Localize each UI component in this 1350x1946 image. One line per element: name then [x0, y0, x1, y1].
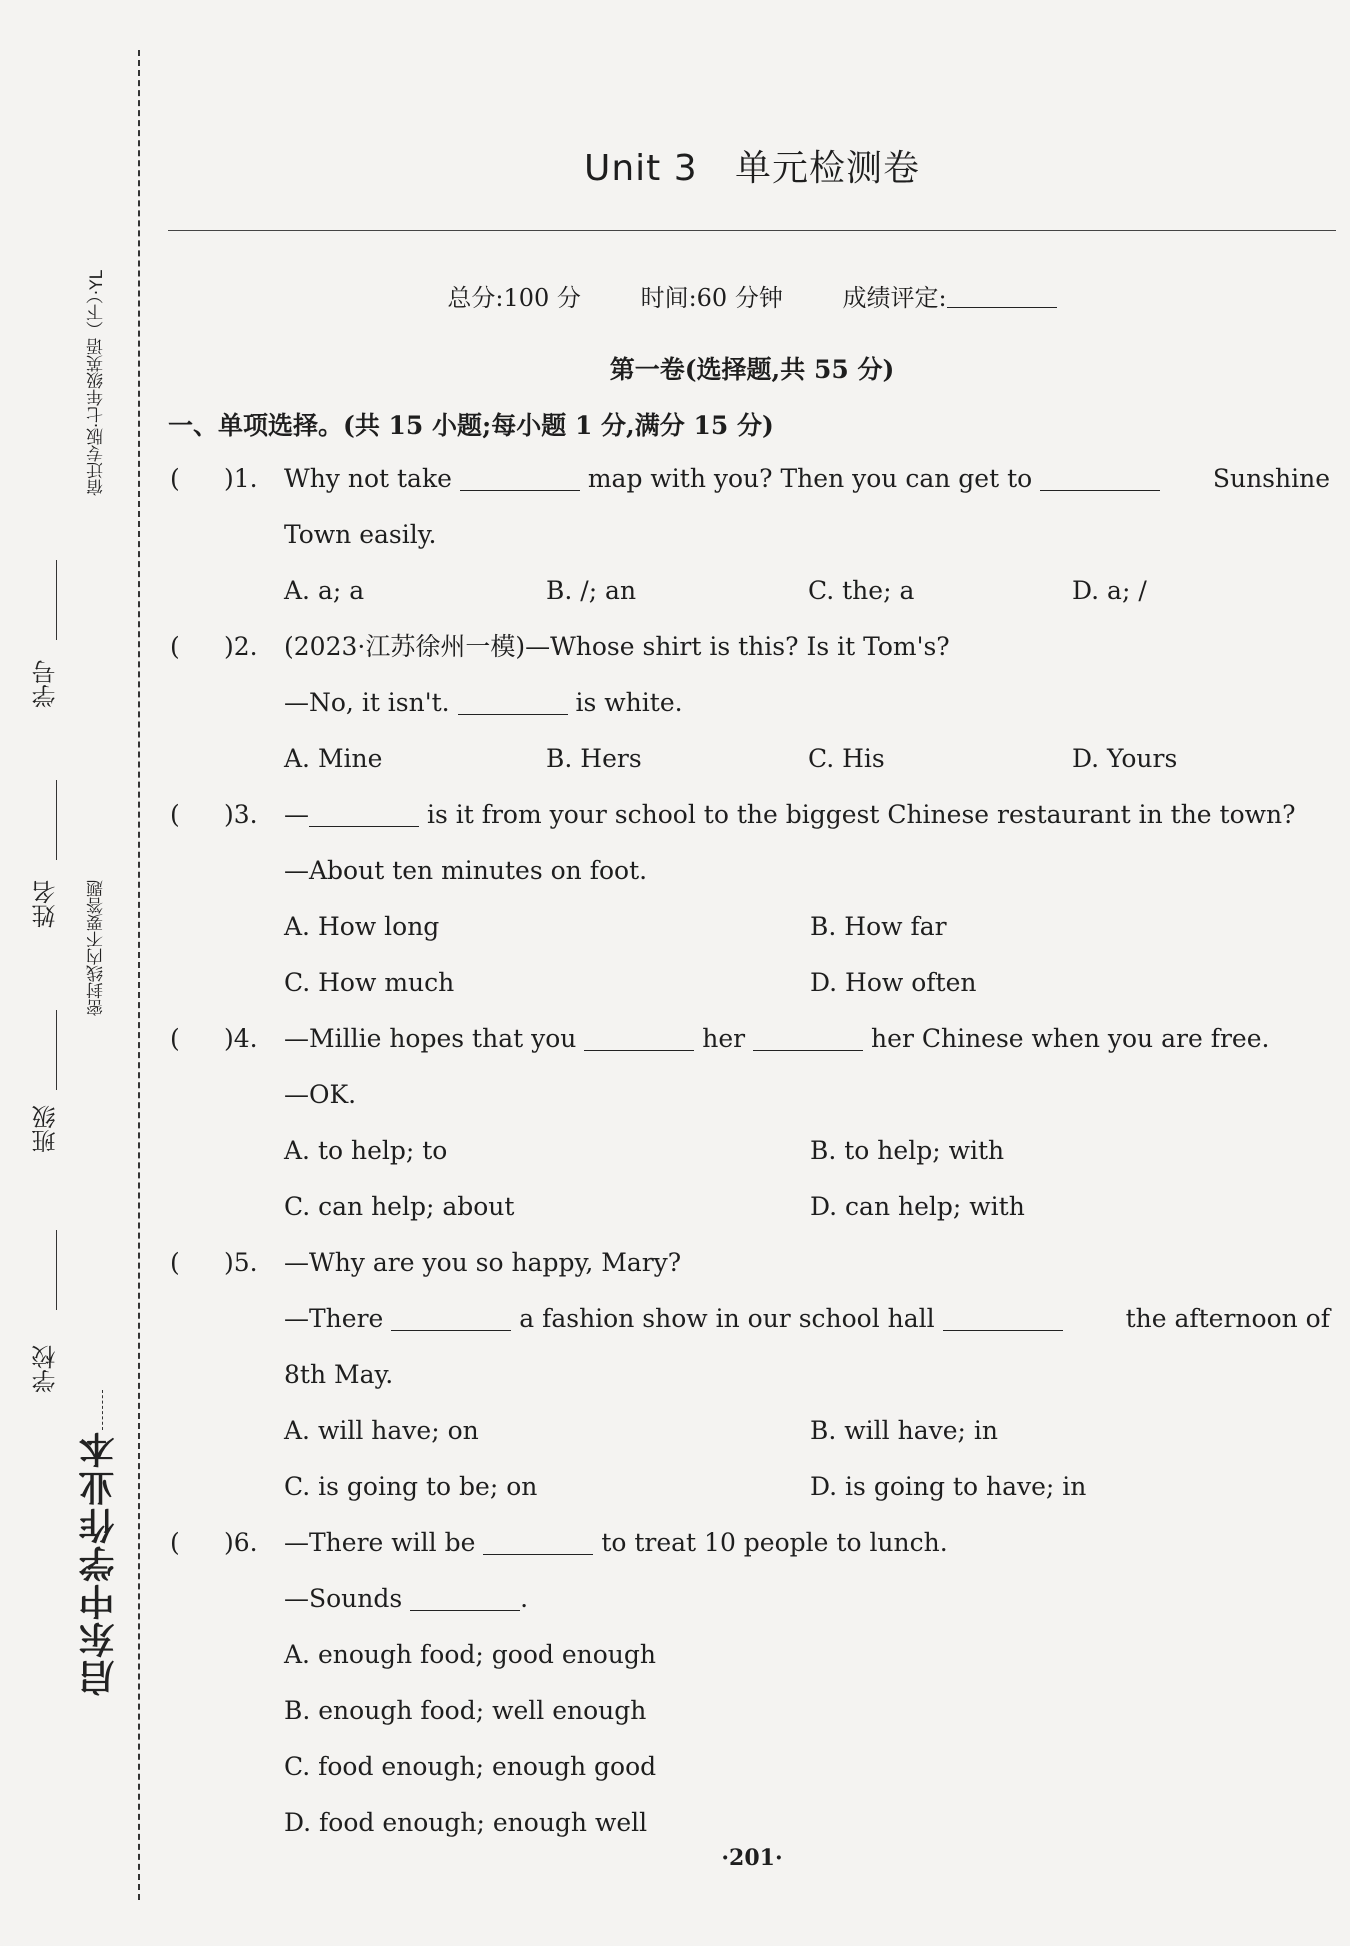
cut-line	[138, 50, 140, 1900]
question-1-line2: Town easily.	[284, 520, 437, 549]
option-5c[interactable]: C. is going to be; on	[284, 1472, 538, 1501]
option-2c[interactable]: C. His	[808, 744, 885, 773]
margin-brand: 启东中学作业本	[79, 1430, 120, 1696]
question-4-line2: —OK.	[284, 1080, 357, 1109]
blank-2[interactable]	[458, 692, 568, 715]
option-2b[interactable]: B. Hers	[546, 744, 642, 773]
question-2-stem: (2023·江苏徐州一模)—Whose shirt is this? Is it Tom's?	[284, 632, 950, 661]
student-number-field	[28, 660, 63, 708]
option-3a[interactable]: A. How long	[284, 912, 440, 941]
name-field	[28, 880, 63, 928]
student-number-blank[interactable]	[56, 560, 57, 640]
option-1d[interactable]: D. a; /	[1072, 576, 1147, 605]
option-3b[interactable]: B. How far	[810, 912, 947, 941]
grade-blank[interactable]	[947, 287, 1057, 308]
exam-meta	[168, 278, 1336, 313]
student-number-label: 学号	[32, 660, 60, 708]
question-3-line2: —About ten minutes on foot.	[284, 856, 648, 885]
exam-page: Unit 3 单元检测卷 总分:100 分 时间:60 分钟 成绩评定: 第一卷(选择题,共 55 分) 一、单项选择。(共 15 小题;每小题 1 分,满分 15 分) ( )1. Why not take map with you? Then you can get to Sunshine Town easily. A. a; a B. /; an C. the; a D. a; / ( )2. (2023·江苏徐州一模)—Whose shirt is this? Is it Tom's? —No, it isn't. is white. A. Mine B. Hers C. His D. Yours ( )3. — is it from your school to the biggest Chinese restaurant in the town? —About ten minutes on foot. A. How long B. How far C. How much D. How often ( )4. —Millie hopes that you her her Chinese when you are free. —OK. A. to help; to B. to help; with C. can help; about D. can help; with ( )5. —Why are you so happy, Mary? —There a fashion show in our school hall the afternoon of 8th May. A. will have; on B. will have; in C. is going to be; on D. is going to have; in ( )6. —There will be to treat 10 people to lunch. —Sounds . A. enough food; good enough B. enough food; well enough C. food enough; enough good D. food enough; enough well ·201·	[168, 0, 1336, 1946]
question-2-line2: —No, it isn't. is white.	[284, 688, 683, 717]
margin-dash	[102, 1390, 103, 1430]
blank-1a[interactable]	[460, 468, 580, 491]
page-number: ·201·	[721, 1845, 783, 1871]
section-title: 一、单项选择。(共 15 小题;每小题 1 分,满分 15 分)	[168, 411, 774, 440]
option-1c[interactable]: C. the; a	[808, 576, 915, 605]
part-title: 第一卷(选择题,共 55 分)	[609, 355, 895, 384]
school-label: 学校	[32, 1345, 60, 1393]
question-1-stem: Why not take map with you? Then you can get to Sunshine	[284, 464, 1330, 493]
blank-5b[interactable]	[943, 1308, 1063, 1331]
question-5-line2: —There a fashion show in our school hall the afternoon of	[284, 1304, 1330, 1333]
school-blank[interactable]	[56, 1230, 57, 1310]
question-6-line2: —Sounds .	[284, 1584, 529, 1613]
question-6-stem: —There will be to treat 10 people to lunch.	[284, 1528, 948, 1557]
name-blank[interactable]	[56, 780, 57, 860]
total-score: 总分:100 分	[447, 284, 581, 312]
grade-label: 成绩评定:	[842, 284, 1056, 312]
option-6a[interactable]: A. enough food; good enough	[284, 1640, 656, 1669]
title-divider	[168, 230, 1336, 231]
option-2a[interactable]: A. Mine	[284, 744, 383, 773]
option-4d[interactable]: D. can help; with	[810, 1192, 1025, 1221]
time-limit: 时间:60 分钟	[640, 284, 783, 312]
blank-6b[interactable]	[410, 1588, 520, 1611]
blank-4a[interactable]	[584, 1028, 694, 1051]
option-4c[interactable]: C. can help; about	[284, 1192, 515, 1221]
blank-1b[interactable]	[1040, 468, 1160, 491]
question-5-stem: —Why are you so happy, Mary?	[284, 1248, 682, 1277]
option-6d[interactable]: D. food enough; enough well	[284, 1808, 648, 1837]
option-6c[interactable]: C. food enough; enough good	[284, 1752, 657, 1781]
blank-5a[interactable]	[391, 1308, 511, 1331]
binding-margin	[0, 0, 150, 1946]
blank-3[interactable]	[309, 804, 419, 827]
margin-seal-note: 密封线内不要答题	[87, 880, 107, 1016]
class-field	[28, 1105, 63, 1153]
option-4a[interactable]: A. to help; to	[284, 1136, 448, 1165]
class-blank[interactable]	[56, 1010, 57, 1090]
class-label: 班级	[32, 1105, 60, 1153]
option-4b[interactable]: B. to help; with	[810, 1136, 1005, 1165]
option-5b[interactable]: B. will have; in	[810, 1416, 998, 1445]
option-1a[interactable]: A. a; a	[284, 576, 365, 605]
blank-4b[interactable]	[753, 1028, 863, 1051]
blank-6a[interactable]	[483, 1532, 593, 1555]
question-3-stem: — is it from your school to the biggest Chinese restaurant in the town?	[284, 800, 1296, 829]
option-6b[interactable]: B. enough food; well enough	[284, 1696, 647, 1725]
option-3d[interactable]: D. How often	[810, 968, 977, 997]
option-1b[interactable]: B. /; an	[546, 576, 637, 605]
margin-edition-label: 宿迁专版·七年级英语（下）·YL	[87, 270, 107, 497]
question-5-line3: 8th May.	[284, 1360, 394, 1389]
option-3c[interactable]: C. How much	[284, 968, 455, 997]
option-5d[interactable]: D. is going to have; in	[810, 1472, 1087, 1501]
name-label: 姓名	[32, 880, 60, 928]
option-2d[interactable]: D. Yours	[1072, 744, 1178, 773]
question-4-stem: —Millie hopes that you her her Chinese when you are free.	[284, 1024, 1270, 1053]
option-5a[interactable]: A. will have; on	[284, 1416, 479, 1445]
page-title: Unit 3 单元检测卷	[584, 148, 920, 189]
school-field	[28, 1345, 63, 1393]
